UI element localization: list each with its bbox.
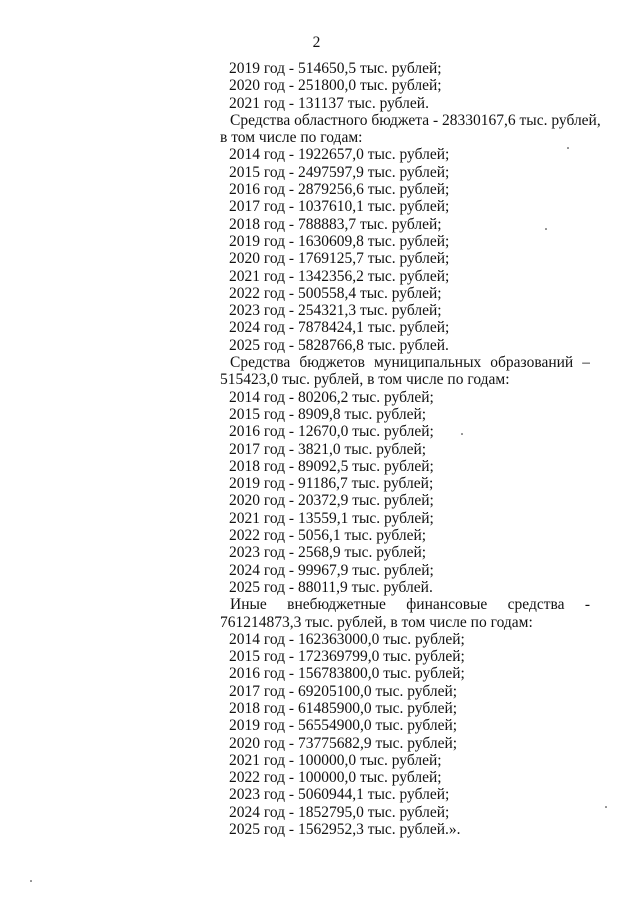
list-item: 2019 год - 91186,7 тыс. рублей; [229,475,434,493]
list-item: 2025 год - 1562952,3 тыс. рублей.». [229,821,461,839]
municipal-budget-intro-continued: 515423,0 тыс. рублей, в том числе по годам: [220,371,510,389]
list-item: 2022 год - 5056,1 тыс. рублей; [229,527,427,545]
list-item: 2020 год - 20372,9 тыс. рублей; [229,492,434,510]
page-number: 2 [312,34,321,51]
list-item: 2014 год - 1922657,0 тыс. рублей; [229,146,450,164]
list-item: 2019 год - 1630609,8 тыс. рублей; [229,232,450,250]
list-item: 2020 год - 251800,0 тыс. рублей; [229,77,442,95]
document-body [220,60,601,839]
list-item: 2016 год - 2879256,6 тыс. рублей; [229,181,450,199]
scan-speck [30,880,32,882]
list-item: 2024 год - 1852795,0 тыс. рублей; [229,803,450,821]
list-item: 2019 год - 514650,5 тыс. рублей; [229,60,442,77]
list-item: 2015 год - 2497597,9 тыс. рублей; [229,163,450,181]
list-item: 2014 год - 162363000,0 тыс. рублей; [229,630,465,648]
list-item: 2022 год - 500558,4 тыс. рублей; [229,284,442,302]
list-item: 2016 год - 12670,0 тыс. рублей; [229,423,434,441]
list-item: 2021 год - 13559,1 тыс. рублей; [229,509,434,527]
municipal-budget-intro: Средства бюджетов муниципальных образований – [230,354,590,372]
municipal-budget-section [220,354,590,596]
extrabudgetary-intro-continued: 761214873,3 тыс. рублей, в том числе по годам: [220,613,533,631]
list-item: 2015 год - 8909,8 тыс. рублей; [229,405,427,423]
scan-speck [545,228,547,230]
federal-budget-list-tail [220,60,590,112]
list-item: 2023 год - 5060944,1 тыс. рублей; [229,786,450,804]
list-item: 2020 год - 1769125,7 тыс. рублей; [229,250,450,268]
list-item: 2022 год - 100000,0 тыс. рублей; [229,769,442,787]
regional-budget-section [220,111,601,354]
scan-speck [461,433,463,435]
list-item: 2024 год - 99967,9 тыс. рублей; [229,561,434,579]
list-item: 2019 год - 56554900,0 тыс. рублей; [229,717,458,735]
regional-budget-intro-continued: в том числе по годам: [220,129,363,147]
list-item: 2018 год - 788883,7 тыс. рублей; [229,215,442,233]
list-item: 2021 год - 131137 тыс. рублей. [229,94,429,112]
list-item: 2024 год - 7878424,1 тыс. рублей; [229,319,450,337]
list-item: 2023 год - 2568,9 тыс. рублей; [229,544,427,562]
extrabudgetary-intro: Иные внебюджетные финансовые средства - [230,596,590,614]
extrabudgetary-section [220,596,590,838]
list-item: 2020 год - 73775682,9 тыс. рублей; [229,734,458,752]
list-item: 2014 год - 80206,2 тыс. рублей; [229,388,434,406]
scan-speck [605,806,607,808]
list-item: 2018 год - 89092,5 тыс. рублей; [229,457,434,475]
list-item: 2021 год - 1342356,2 тыс. рублей; [229,267,450,285]
list-item: 2015 год - 172369799,0 тыс. рублей; [229,648,465,666]
scan-speck [567,147,569,149]
list-item: 2021 год - 100000,0 тыс. рублей; [229,751,442,769]
list-item: 2016 год - 156783800,0 тыс. рублей; [229,665,465,683]
list-item: 2018 год - 61485900,0 тыс. рублей; [229,699,458,717]
list-item: 2023 год - 254321,3 тыс. рублей; [229,302,442,320]
list-item: 2017 год - 69205100,0 тыс. рублей; [229,682,458,700]
list-item: 2017 год - 3821,0 тыс. рублей; [229,440,427,458]
regional-budget-intro: Средства областного бюджета - 28330167,6 тыс. рублей, [230,111,601,129]
list-item: 2017 год - 1037610,1 тыс. рублей; [229,198,450,216]
list-item: 2025 год - 5828766,8 тыс. рублей. [229,336,449,354]
list-item: 2025 год - 88011,9 тыс. рублей. [229,578,433,596]
